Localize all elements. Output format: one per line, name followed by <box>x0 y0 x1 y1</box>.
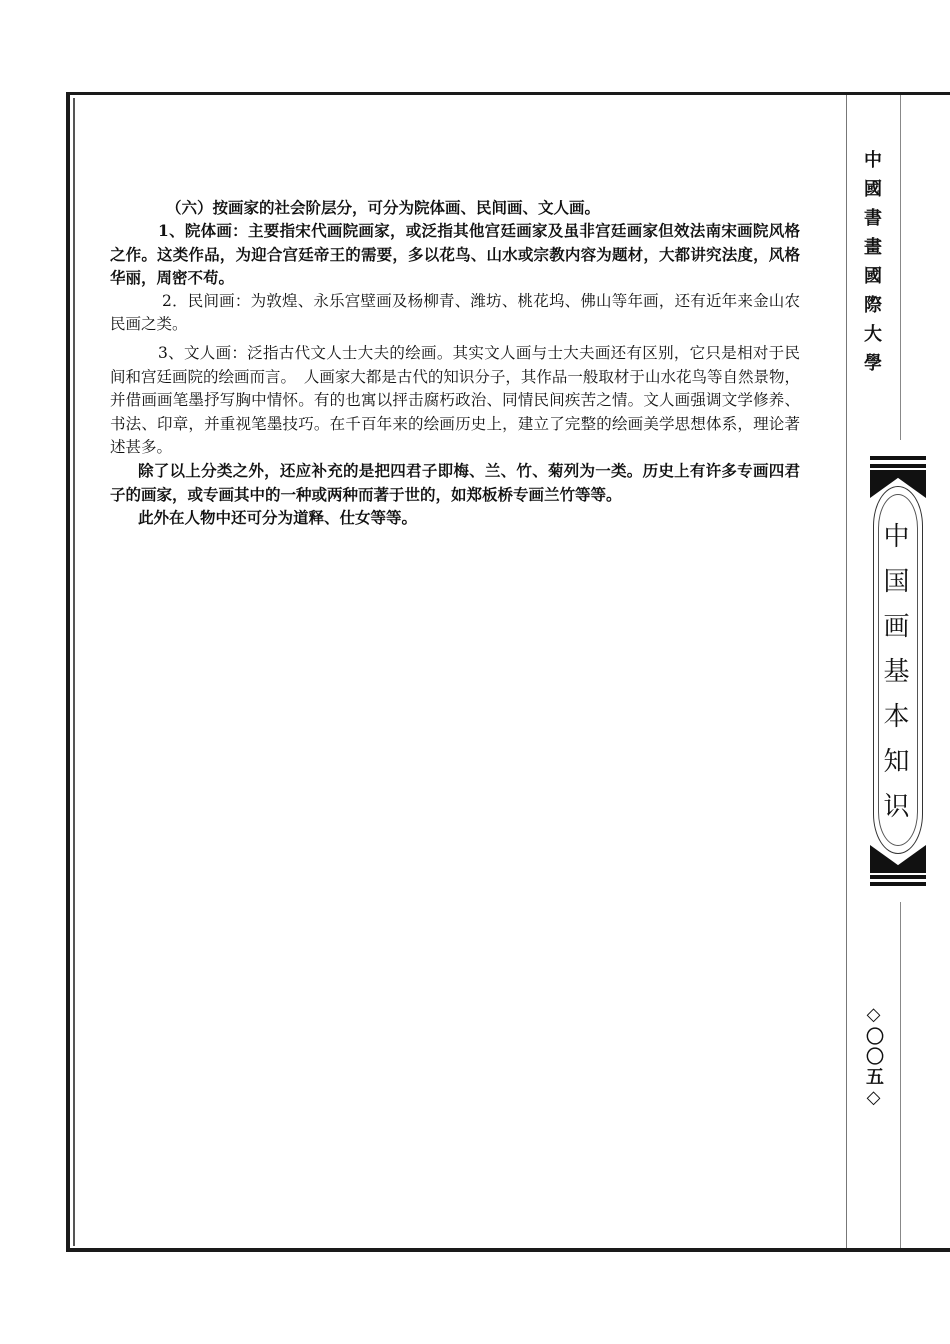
sidebar-divider <box>846 95 847 1248</box>
banner-band <box>870 464 926 468</box>
page-number: ◇〇〇五◇ <box>863 1004 884 1110</box>
banner-band <box>870 456 926 460</box>
section-heading: （六）按画家的社会阶层分，可分为院体画、民间画、文人画。 <box>166 198 601 217</box>
page-frame-bottom <box>66 1248 950 1252</box>
paragraph-literati-painting: 3、文人画：泛指古代文人士大夫的绘画。其实文人画与士大夫画还有区别，它只是相对于民间和宫廷画院的绘画而言。 人画家大都是古代的知识分子，其作品一般取材于山水花鸟等自然景物，并借画画笔墨抒写胸中情怀。有的也寓以抨击腐朽政治、同情民间疾苦之情。文人画强调文学修养、书法、印章，并重视笔墨技巧。在千百年来的绘画历史上，建立了完整的绘画美学思想体系，理论著述甚多。 <box>110 344 800 457</box>
book-title: 中国画基本知识 <box>879 522 909 837</box>
paragraph-four-gentlemen: 除了以上分类之外，还应补充的是把四君子即梅、兰、竹、菊列为一类。历史上有许多专画四君子的画家，或专画其中的一种或两种而著于世的，如郑板桥专画兰竹等等。 <box>110 461 800 504</box>
sidebar-rule-bottom <box>900 902 901 1248</box>
banner-band <box>870 882 926 886</box>
page-frame-left <box>66 92 70 1252</box>
sidebar-rule-top <box>900 95 901 440</box>
page-frame-top <box>66 92 950 95</box>
page-frame-inner-rule <box>73 98 75 1246</box>
body-text <box>110 196 800 530</box>
paragraph-figure-painting: 此外在人物中还可分为道释、仕女等等。 <box>138 508 418 528</box>
banner-band <box>870 875 926 879</box>
paragraph-academy-painting: 1、院体画：主要指宋代画院画家，或泛指其他宫廷画家及虽非宫廷画家但效法南宋画院风格之作。这类作品，为迎合宫廷帝王的需要，多以花鸟、山水或宗教内容为题材，大都讲究法度，风格华丽，周密不苟。 <box>110 221 800 288</box>
paragraph-folk-painting: 2．民间画：为敦煌、永乐宫壁画及杨柳青、潍坊、桃花坞、佛山等年画，还有近年来金山农民画之类。 <box>110 291 800 334</box>
school-name: 中國書畫國際大學 <box>861 150 882 382</box>
